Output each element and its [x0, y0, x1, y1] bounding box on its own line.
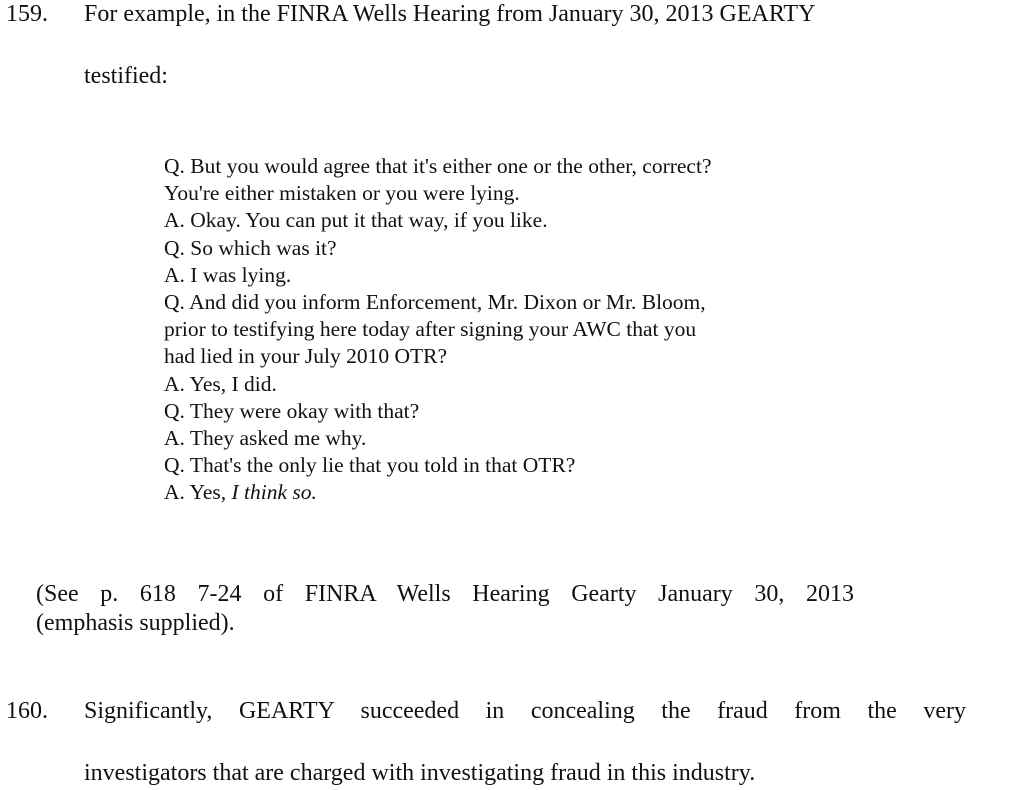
- paragraph-159-line-2: testified:: [84, 63, 168, 89]
- paragraph-160-line-1: Significantly, GEARTY succeeded in concealing the fraud from the very: [84, 698, 966, 724]
- paragraph-159-number: 159.: [6, 1, 48, 27]
- quote-line: Q. But you would agree that it's either one or the other, correct?: [164, 154, 712, 178]
- quote-last-line: [164, 479, 864, 506]
- quote-line: Q. So which was it?: [164, 235, 337, 260]
- quote-line: Q. That's the only lie that you told in that OTR?: [164, 453, 576, 478]
- quote-line: A. I was lying.: [164, 262, 292, 287]
- quote-line: You're either mistaken or you were lying.: [164, 181, 520, 206]
- quote-line: A. Yes, I did.: [164, 371, 277, 396]
- quote-line: had lied in your July 2010 OTR?: [164, 344, 448, 369]
- testimony-quote: [164, 153, 864, 507]
- paragraph-160-number: 160.: [6, 698, 48, 724]
- quote-emphasis: I think so.: [231, 480, 317, 505]
- paragraph-160-line-2: investigators that are charged with investigating fraud in this industry.: [84, 760, 756, 786]
- citation-line-2: (emphasis supplied).: [36, 610, 235, 636]
- quote-line: prior to testifying here today after signing your AWC that you: [164, 317, 697, 342]
- quote-line: Q. And did you inform Enforcement, Mr. Dixon or Mr. Bloom,: [164, 290, 706, 315]
- quote-last-line-prefix: A. Yes,: [164, 480, 232, 505]
- paragraph-159-line-1: For example, in the FINRA Wells Hearing from January 30, 2013 GEARTY: [84, 1, 816, 27]
- quote-line: A. They asked me why.: [164, 426, 367, 451]
- quote-line: A. Okay. You can put it that way, if you like.: [164, 208, 548, 233]
- citation-line-1: (See p. 618 7-24 of FINRA Wells Hearing Gearty January 30, 2013: [36, 581, 854, 607]
- quote-line: Q. They were okay with that?: [164, 398, 420, 423]
